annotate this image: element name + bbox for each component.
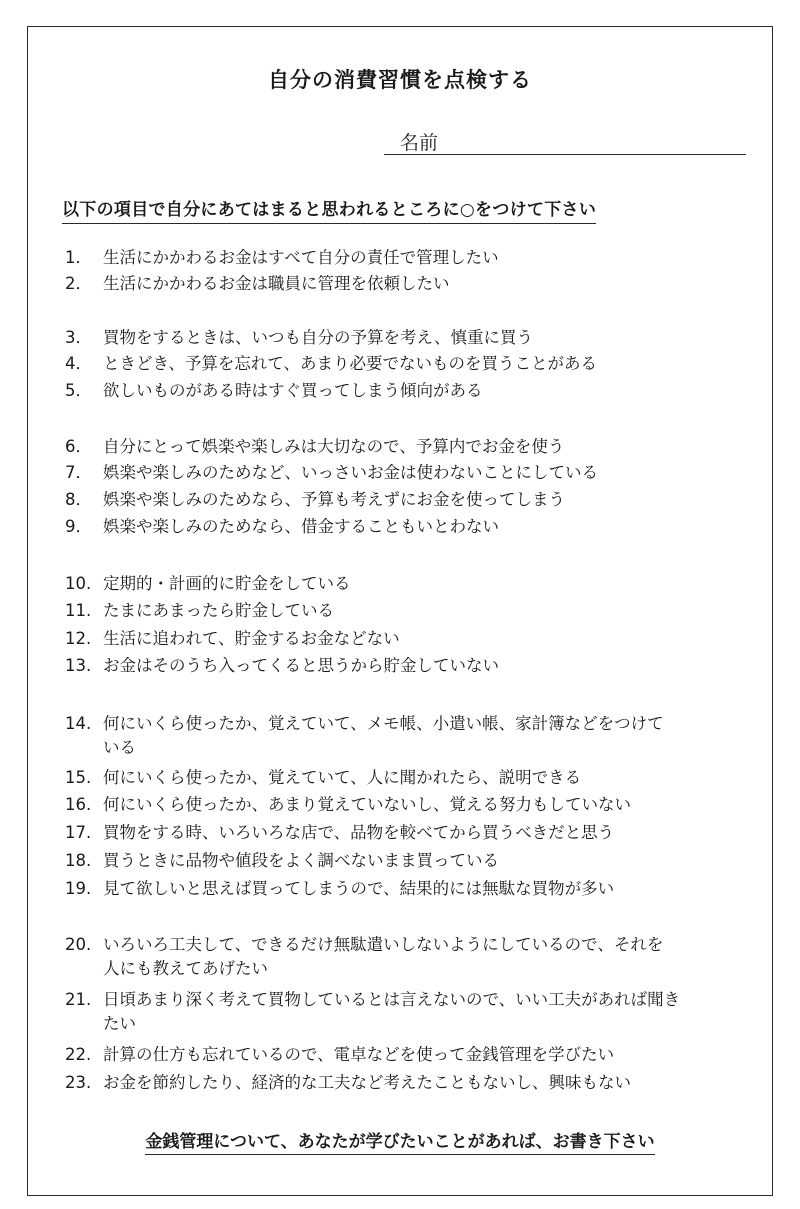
checklist-item-1[interactable] [65,246,745,270]
item-text: 欲しいものがある時はすぐ買ってしまう傾向がある [103,381,483,400]
item-text: いろいろ工夫して、できるだけ無駄遣いしないようにしているので、それを [103,935,664,954]
checklist-item-13[interactable] [65,654,745,678]
item-number: 16. [65,795,92,814]
item-number: 3． [65,328,92,347]
item-text: お金を節約したり、経済的な工夫など考えたこともないし、興味もない [103,1073,631,1092]
item-text: 買物をするときは、いつも自分の予算を考え、慎重に買う [103,328,533,347]
checklist-item-3[interactable] [65,326,745,350]
item-text: 買うときに品物や値段をよく調べないまま買っている [103,851,499,870]
item-text: 自分にとって娯楽や楽しみは大切なので、予算内でお金を使う [103,437,565,456]
checklist-item-7[interactable] [65,461,745,485]
item-text: 何にいくら使ったか、あまり覚えていないし、覚える努力もしていない [103,795,631,814]
item-text-continued: たい [103,1014,136,1033]
item-text: 生活にかかわるお金は職員に管理を依頼したい [103,274,450,293]
item-number: 2． [65,274,92,293]
item-number: 19. [65,879,92,898]
page-title: 自分の消費習慣を点検する [268,68,532,92]
item-text: ときどき、予算を忘れて、あまり必要でないものを買うことがある [103,354,598,373]
item-text: たまにあまったら貯金している [103,601,334,620]
item-text: 娯楽や楽しみのためなら、借金することもいとわない [103,517,499,536]
checklist-item-20[interactable] [65,933,745,981]
item-number: 7． [65,463,92,482]
item-number: 13. [65,656,92,675]
item-text-continued: いる [103,738,136,757]
item-number: 17. [65,823,92,842]
item-text: 日頃あまり深く考えて買物しているとは言えないので、いい工夫があれば聞き [103,990,681,1009]
checklist-item-14[interactable] [65,712,745,760]
checklist-item-15[interactable] [65,766,745,790]
item-number: 14. [65,714,92,733]
item-text: 生活にかかわるお金はすべて自分の責任で管理したい [103,248,499,267]
checklist-item-21[interactable] [65,988,745,1036]
footer-heading [0,1127,800,1152]
item-text: 計算の仕方も忘れているので、電卓などを使って金銭管理を学びたい [103,1045,615,1064]
checklist-item-12[interactable] [65,627,745,651]
item-number: 22. [65,1045,92,1064]
item-number: 11. [65,601,92,620]
checklist-item-8[interactable] [65,488,745,512]
checklist-item-23[interactable] [65,1071,745,1095]
item-text: 何にいくら使ったか、覚えていて、人に聞かれたら、説明できる [103,768,582,787]
item-text: お金はそのうち入ってくると思うから貯金していない [103,656,499,675]
name-label: 名前 [400,132,439,154]
checklist-item-17[interactable] [65,821,745,845]
checklist-item-22[interactable] [65,1043,745,1067]
checklist-item-6[interactable] [65,435,745,459]
item-text: 見て欲しいと思えば買ってしまうので、結果的には無駄な買物が多い [103,879,615,898]
item-text-continued: 人にも教えてあげたい [103,959,268,978]
item-text: 娯楽や楽しみのためなら、予算も考えずにお金を使ってしまう [103,490,565,509]
checklist-item-18[interactable] [65,849,745,873]
item-text: 何にいくら使ったか、覚えていて、メモ帳、小遣い帳、家計簿などをつけて [103,714,664,733]
item-number: 9． [65,517,92,536]
instruction-heading: 以下の項目で自分にあてはまると思われるところに○をつけて下さい [62,195,596,224]
checklist-item-4[interactable] [65,352,745,376]
item-text: 生活に追われて、貯金するお金などない [103,629,400,648]
checklist-item-9[interactable] [65,515,745,539]
item-number: 23. [65,1073,92,1092]
item-number: 20. [65,935,92,954]
item-number: 21. [65,990,92,1009]
item-number: 6． [65,437,92,456]
checklist-item-5[interactable] [65,379,745,403]
checklist-item-10[interactable] [65,572,745,596]
item-number: 5． [65,381,92,400]
item-number: 8． [65,490,92,509]
item-number: 4． [65,354,92,373]
checklist-item-11[interactable] [65,599,745,623]
item-text: 買物をする時、いろいろな店で、品物を較べてから買うべきだと思う [103,823,615,842]
footer-text: 金銭管理について、あなたが学びたいことがあれば、お書き下さい [145,1132,654,1155]
item-number: 12. [65,629,92,648]
checklist-item-16[interactable] [65,793,745,817]
item-number: 10. [65,574,92,593]
item-text: 定期的・計画的に貯金をしている [103,574,351,593]
checklist-item-19[interactable] [65,877,745,901]
item-text: 娯楽や楽しみのためなど、いっさいお金は使わないことにしている [103,463,598,482]
item-number: 1． [65,248,92,267]
checklist-item-2[interactable] [65,272,745,296]
item-number: 15. [65,768,92,787]
item-number: 18. [65,851,92,870]
name-field[interactable] [384,128,746,155]
